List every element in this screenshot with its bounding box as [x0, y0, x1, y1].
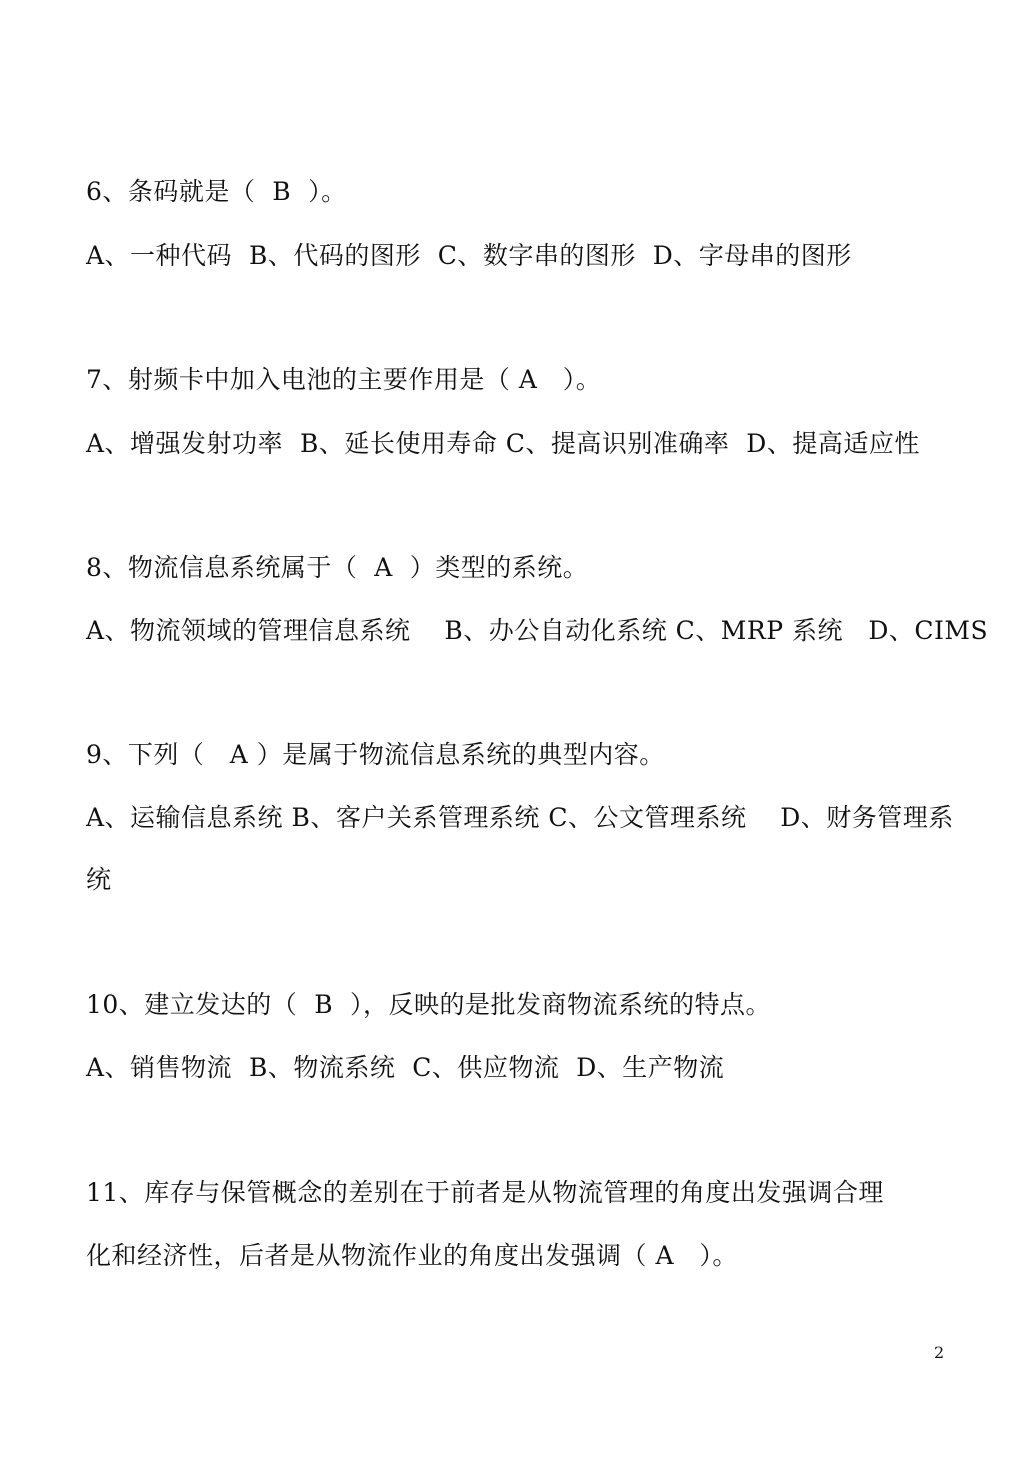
question-9-options-continuation: 统 [86, 865, 112, 894]
question-7-options: A、增强发射功率 B、延长使用寿命 C、提高识别准确率 D、提高适应性 [86, 429, 920, 458]
question-7-stem: 7、射频卡中加入电池的主要作用是（ A ）。 [86, 365, 602, 394]
question-6-options: A、一种代码 B、代码的图形 C、数字串的图形 D、字母串的图形 [86, 241, 852, 270]
question-8-stem: 8、物流信息系统属于（ A ）类型的系统。 [86, 553, 589, 582]
question-9-options: A、运输信息系统 B、客户关系管理系统 C、公文管理系统 D、财务管理系 [86, 803, 954, 832]
question-11-stem-line-1: 11、库存与保管概念的差别在于前者是从物流管理的角度出发强调合理 [86, 1178, 884, 1207]
question-10-stem: 10、建立发达的（ B ），反映的是批发商物流系统的特点。 [86, 990, 771, 1019]
question-11-stem-line-2: 化和经济性，后者是从物流作业的角度出发强调（ A ）。 [86, 1241, 738, 1270]
page-number: 2 [934, 1343, 945, 1362]
question-8-options: A、物流领域的管理信息系统 B、办公自动化系统 C、MRP 系统 D、CIMS [86, 616, 989, 645]
question-10-options: A、销售物流 B、物流系统 C、供应物流 D、生产物流 [86, 1053, 725, 1082]
question-9-stem: 9、下列（ A ）是属于物流信息系统的典型内容。 [86, 740, 665, 769]
question-6-stem: 6、条码就是（ B ）。 [86, 177, 347, 206]
